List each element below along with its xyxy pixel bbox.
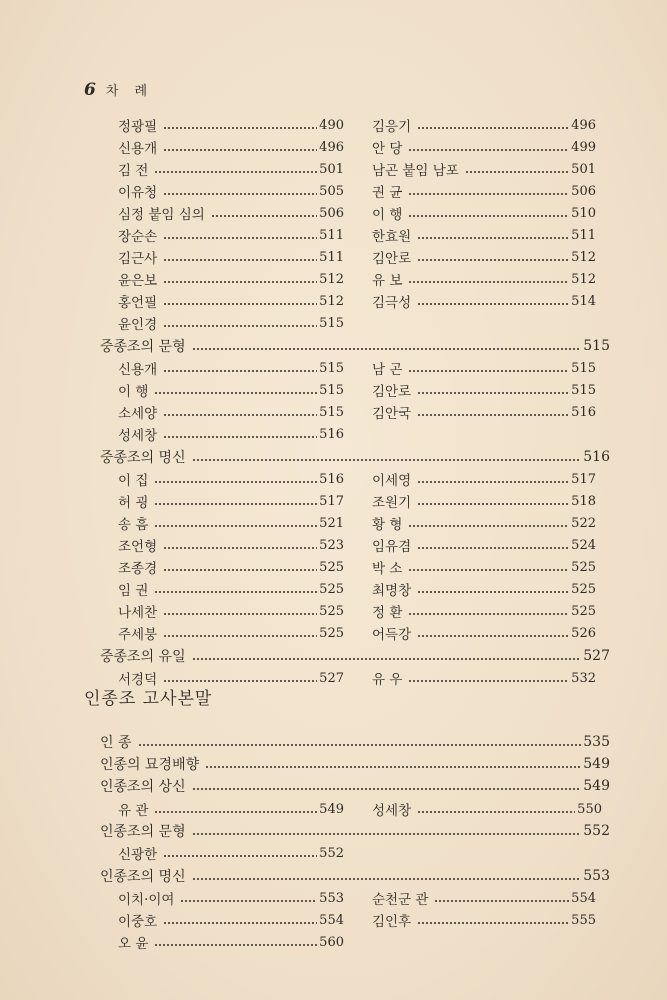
toc-entry-page: 525 (571, 603, 596, 619)
dot-leader (163, 851, 317, 861)
toc-entry-page: 512 (319, 293, 344, 309)
toc-entry (372, 136, 596, 158)
toc-entry-title: 성세창 (372, 803, 412, 819)
dot-leader (417, 410, 569, 420)
toc-entry-title: 유 우 (372, 672, 403, 688)
toc-entry (372, 379, 596, 401)
page-number: 6 (84, 80, 96, 100)
toc-entry-title: 김안로 (372, 384, 412, 400)
toc-entry (372, 401, 596, 423)
dot-leader (408, 565, 569, 575)
toc-entry-title: 정 환 (372, 605, 403, 621)
toc-entry-title: 윤은보 (118, 273, 158, 289)
toc-entry (372, 534, 596, 556)
toc-entry-title: 김 전 (118, 163, 149, 179)
toc-entry-page: 516 (583, 449, 610, 465)
toc-entry (118, 224, 344, 246)
toc-entry-title: 남곤 붙임 남포 (372, 163, 459, 179)
toc-entry-page: 532 (571, 670, 596, 686)
dot-leader (163, 432, 317, 442)
toc-entry (118, 136, 344, 158)
toc-entry (118, 842, 344, 864)
toc-entry-title: 김안로 (372, 251, 412, 267)
toc-entry-page: 512 (571, 271, 596, 287)
toc-entry (372, 600, 596, 622)
toc-entry-title: 성세창 (118, 428, 158, 444)
dot-leader (163, 609, 317, 619)
dot-leader (408, 521, 569, 531)
toc-entry-title: 주세붕 (118, 627, 158, 643)
dot-leader (154, 167, 317, 177)
dot-leader (408, 366, 569, 376)
dot-leader (465, 167, 569, 177)
dot-leader (417, 587, 569, 597)
toc-section-entry (100, 446, 610, 468)
dot-leader (417, 543, 569, 553)
toc-entry-page: 512 (319, 271, 344, 287)
dot-leader (154, 807, 317, 817)
toc-entry-title: 이 행 (372, 207, 403, 223)
toc-entry-title: 송 흠 (118, 517, 149, 533)
dot-leader (417, 255, 569, 265)
toc-entry-title: 조원기 (372, 495, 412, 511)
toc-section-entry (100, 865, 610, 887)
toc-section-entry (100, 645, 610, 667)
toc-entry-title: 신용개 (118, 362, 158, 378)
dot-leader (163, 277, 317, 287)
toc-entry-page: 554 (571, 890, 596, 906)
toc-entry-page: 525 (571, 559, 596, 575)
dot-leader (417, 807, 575, 817)
toc-entry-page: 525 (319, 603, 344, 619)
dot-leader (163, 123, 317, 133)
toc-entry (118, 379, 344, 401)
toc-entry-page: 506 (319, 205, 344, 221)
dot-leader (163, 676, 317, 686)
toc-entry-page: 501 (319, 161, 344, 177)
toc-entry (118, 246, 344, 268)
toc-entry (118, 556, 344, 578)
toc-entry-title: 안 당 (372, 141, 403, 157)
dot-leader (163, 918, 317, 928)
toc-section-entry (100, 753, 610, 775)
toc-entry-title: 최명창 (372, 583, 412, 599)
toc-entry-title: 인종조의 문형 (100, 824, 186, 840)
toc-entry-page: 517 (319, 493, 344, 509)
toc-entry-title: 유 관 (118, 803, 149, 819)
dot-leader (192, 874, 582, 884)
toc-entry-page: 511 (319, 227, 344, 243)
toc-entry-page: 525 (571, 581, 596, 597)
toc-entry (118, 423, 344, 445)
dot-leader (154, 587, 317, 597)
toc-entry-page: 527 (583, 648, 610, 664)
toc-entry-title: 인종조의 명신 (100, 869, 186, 885)
toc-entry-page: 549 (583, 778, 610, 794)
toc-entry-title: 신용개 (118, 141, 158, 157)
dot-leader (417, 299, 569, 309)
toc-entry-page: 523 (319, 537, 344, 553)
toc-entry (372, 798, 602, 820)
dot-leader (163, 543, 317, 553)
toc-entry-page: 505 (319, 183, 344, 199)
toc-entry-page: 526 (571, 625, 596, 641)
toc-entry-page: 553 (319, 890, 344, 906)
toc-entry-page: 515 (319, 315, 344, 331)
toc-entry-title: 정광필 (118, 119, 158, 135)
dot-leader (408, 609, 569, 619)
dot-leader (408, 676, 569, 686)
toc-entry (372, 667, 596, 689)
toc-entry-title: 서경덕 (118, 672, 158, 688)
toc-entry (118, 357, 344, 379)
toc-entry (372, 268, 596, 290)
toc-entry-title: 중종조의 명신 (100, 450, 186, 466)
toc-entry (372, 490, 596, 512)
toc-entry-page: 553 (583, 868, 610, 884)
toc-entry (118, 290, 344, 312)
toc-entry-page: 490 (319, 117, 344, 133)
dot-leader (163, 145, 317, 155)
toc-entry-title: 순천군 관 (372, 892, 429, 908)
toc-entry-title: 권 균 (372, 185, 403, 201)
toc-entry-page: 522 (571, 515, 596, 531)
toc-entry-page: 501 (571, 161, 596, 177)
toc-entry (372, 512, 596, 534)
toc-entry (118, 909, 344, 931)
toc-entry-title: 윤인경 (118, 317, 158, 333)
dot-leader (205, 762, 581, 772)
dot-leader (154, 940, 317, 950)
toc-entry-page: 516 (319, 426, 344, 442)
toc-entry-page: 515 (571, 360, 596, 376)
toc-entry-page: 518 (571, 493, 596, 509)
toc-entry-page: 515 (319, 382, 344, 398)
toc-entry (372, 290, 596, 312)
toc-entry (372, 114, 596, 136)
toc-entry-page: 524 (571, 537, 596, 553)
toc-entry-title: 이중호 (118, 914, 158, 930)
toc-entry (118, 534, 344, 556)
toc-entry-page: 515 (319, 360, 344, 376)
toc-entry-title: 소세양 (118, 406, 158, 422)
toc-entry-page: 525 (319, 625, 344, 641)
toc-entry-page: 506 (571, 183, 596, 199)
dot-leader (163, 565, 317, 575)
toc-entry-title: 김인후 (372, 914, 412, 930)
toc-entry (118, 931, 344, 953)
toc-entry-page: 496 (319, 139, 344, 155)
toc-entry (372, 202, 596, 224)
dot-leader (211, 211, 317, 221)
toc-entry (372, 180, 596, 202)
toc-entry (118, 268, 344, 290)
toc-entry-page: 499 (571, 139, 596, 155)
toc-entry-title: 이 집 (118, 473, 149, 489)
toc-entry-title: 심정 붙임 심의 (118, 207, 205, 223)
running-header (84, 80, 153, 100)
toc-entry-page: 512 (571, 249, 596, 265)
toc-entry-title: 인 종 (100, 735, 132, 751)
dot-leader (154, 388, 317, 398)
dot-leader (192, 455, 582, 465)
dot-leader (180, 896, 317, 906)
toc-section-entry (100, 335, 610, 357)
toc-entry (372, 468, 596, 490)
toc-entry (118, 468, 344, 490)
toc-entry (118, 312, 344, 334)
toc-entry-page: 516 (571, 404, 596, 420)
section-heading: 인종조 고사본말 (84, 689, 213, 709)
toc-entry (372, 909, 596, 931)
toc-entry-page: 552 (583, 823, 610, 839)
toc-entry-title: 신광한 (118, 847, 158, 863)
toc-entry (372, 224, 596, 246)
toc-entry-title: 남 곤 (372, 362, 403, 378)
dot-leader (417, 477, 569, 487)
dot-leader (417, 918, 569, 928)
toc-entry-page: 535 (583, 734, 610, 750)
toc-entry-page: 555 (571, 912, 596, 928)
toc-entry-page: 554 (319, 912, 344, 928)
dot-leader (417, 233, 569, 243)
toc-entry (372, 578, 596, 600)
dot-leader (408, 189, 569, 199)
dot-leader (192, 344, 582, 354)
toc-entry-page: 521 (319, 515, 344, 531)
dot-leader (163, 299, 317, 309)
toc-entry-page: 496 (571, 117, 596, 133)
dot-leader (154, 499, 317, 509)
toc-entry-title: 한효원 (372, 229, 412, 245)
toc-entry (118, 114, 344, 136)
dot-leader (417, 631, 569, 641)
toc-entry-title: 이치·이여 (118, 892, 175, 908)
toc-entry (118, 667, 344, 689)
toc-entry-page: 527 (319, 670, 344, 686)
toc-entry (118, 490, 344, 512)
dot-leader (417, 388, 569, 398)
dot-leader (163, 410, 317, 420)
dot-leader (154, 521, 317, 531)
toc-entry-title: 임유겸 (372, 539, 412, 555)
toc-entry-title: 조종경 (118, 561, 158, 577)
toc-entry-page: 511 (571, 227, 596, 243)
toc-entry-title: 김응기 (372, 119, 412, 135)
toc-entry-title: 이 행 (118, 384, 149, 400)
toc-entry (118, 887, 344, 909)
toc-entry (372, 246, 596, 268)
toc-entry-title: 인종조의 상신 (100, 779, 186, 795)
toc-entry-page: 525 (319, 559, 344, 575)
toc-section-entry (100, 775, 610, 797)
toc-entry-title: 이유청 (118, 185, 158, 201)
toc-entry-page: 515 (319, 404, 344, 420)
toc-entry-page: 549 (319, 801, 344, 817)
dot-leader (138, 740, 582, 750)
dot-leader (417, 123, 569, 133)
toc-entry-title: 임 권 (118, 583, 149, 599)
toc-entry (372, 556, 596, 578)
dot-leader (154, 477, 317, 487)
dot-leader (163, 321, 317, 331)
dot-leader (192, 829, 582, 839)
header-title: 차 례 (105, 84, 154, 99)
toc-entry-page: 525 (319, 581, 344, 597)
toc-entry-page: 560 (319, 934, 344, 950)
toc-entry-title: 어득강 (372, 627, 412, 643)
dot-leader (408, 145, 569, 155)
toc-entry-title: 홍언필 (118, 295, 158, 311)
toc-entry (118, 622, 344, 644)
toc-entry (118, 158, 344, 180)
toc-entry-page: 510 (571, 205, 596, 221)
toc-entry (372, 158, 596, 180)
toc-entry-title: 인종의 묘경배향 (100, 757, 200, 773)
toc-entry-page: 511 (319, 249, 344, 265)
dot-leader (192, 654, 582, 664)
toc-entry-title: 허 굉 (118, 495, 149, 511)
toc-entry (118, 401, 344, 423)
dot-leader (408, 277, 569, 287)
toc-entry-title: 중종조의 유일 (100, 649, 186, 665)
toc-entry-title: 이세영 (372, 473, 412, 489)
dot-leader (163, 631, 317, 641)
toc-entry-page: 517 (571, 471, 596, 487)
toc-entry (372, 357, 596, 379)
toc-entry (118, 600, 344, 622)
dot-leader (192, 784, 582, 794)
toc-entry (372, 887, 596, 909)
toc-entry-title: 황 형 (372, 517, 403, 533)
toc-entry-title: 유 보 (372, 273, 403, 289)
toc-entry-page: 516 (319, 471, 344, 487)
dot-leader (163, 189, 317, 199)
toc-entry (118, 578, 344, 600)
dot-leader (163, 366, 317, 376)
toc-section-entry (100, 820, 610, 842)
toc-entry-page: 515 (583, 338, 610, 354)
toc-entry-title: 김극성 (372, 295, 412, 311)
dot-leader (434, 896, 569, 906)
toc-entry-page: 552 (319, 845, 344, 861)
toc-entry-title: 중종조의 문형 (100, 339, 186, 355)
toc-entry-title: 김근사 (118, 251, 158, 267)
toc-entry-page: 550 (577, 801, 602, 817)
toc-entry (372, 622, 596, 644)
toc-entry (118, 202, 344, 224)
dot-leader (408, 211, 569, 221)
toc-entry (118, 180, 344, 202)
toc-entry (118, 512, 344, 534)
toc-entry-title: 장순손 (118, 229, 158, 245)
toc-entry-page: 514 (571, 293, 596, 309)
toc-entry-title: 박 소 (372, 561, 403, 577)
toc-entry-title: 오 윤 (118, 936, 149, 952)
toc-entry-page: 549 (583, 756, 610, 772)
toc-section-entry (100, 731, 610, 753)
dot-leader (417, 499, 569, 509)
toc-entry (118, 798, 344, 820)
toc-entry-title: 나세찬 (118, 605, 158, 621)
toc-entry-title: 김안국 (372, 406, 412, 422)
toc-entry-title: 조언형 (118, 539, 158, 555)
toc-entry-page: 515 (571, 382, 596, 398)
dot-leader (163, 255, 317, 265)
dot-leader (163, 233, 317, 243)
